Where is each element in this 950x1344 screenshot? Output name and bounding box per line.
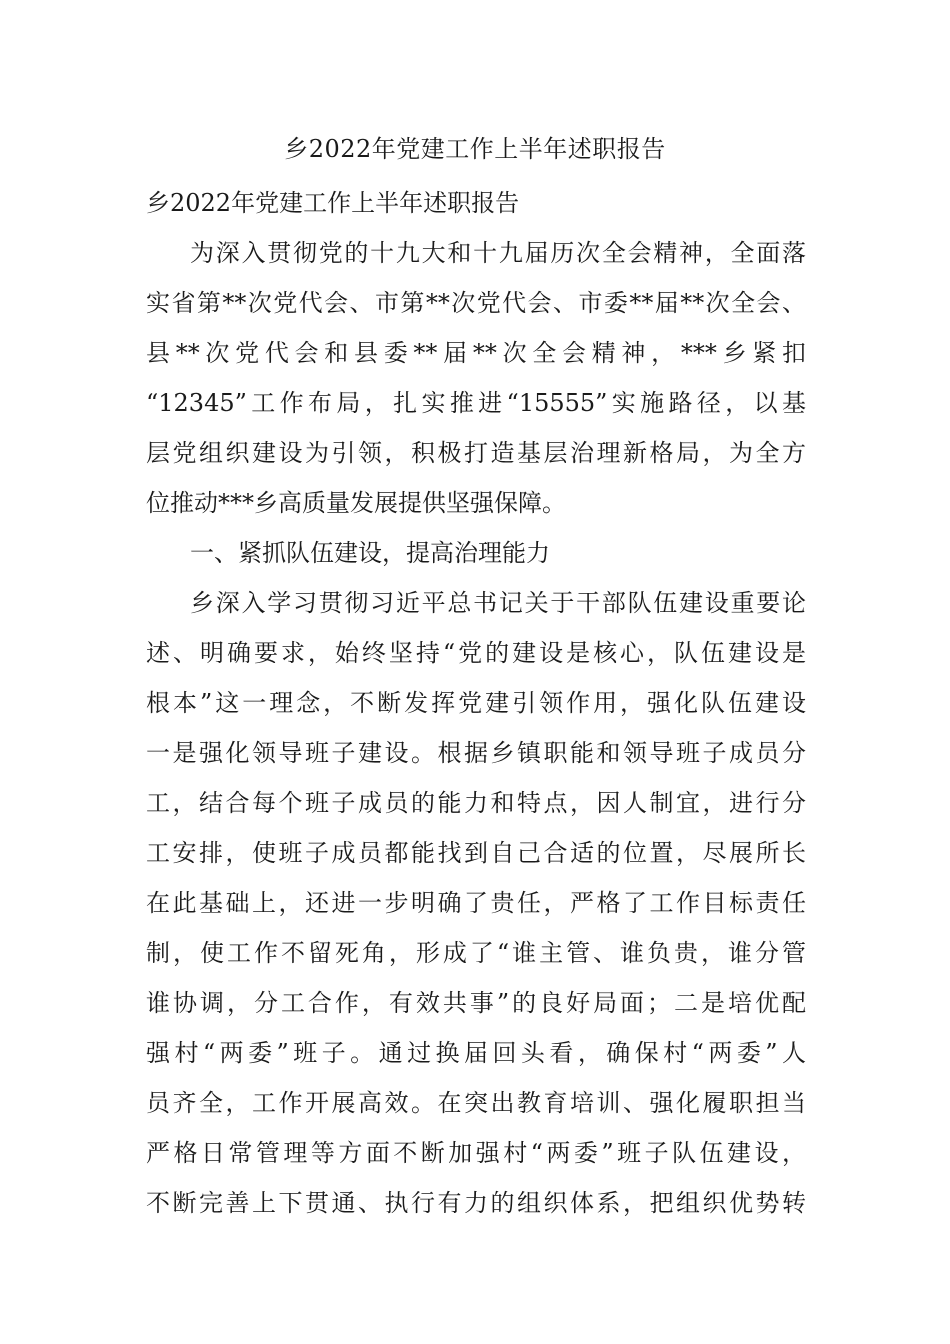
paragraph-line: 根本”这一理念，不断发挥党建引领作用，强化队伍建设	[146, 689, 806, 717]
paragraph-line: 强村“两委”班子。通过换届回头看，确保村“两委”人	[146, 1039, 806, 1067]
paragraph-line: 县**次党代会和县委**届**次全会精神，***乡紧扣	[146, 339, 806, 367]
paragraph-line: 实省第**次党代会、市第**次党代会、市委**届**次全会、	[146, 289, 806, 317]
paragraph-line: 员齐全，工作开展高效。在突出教育培训、强化履职担当	[146, 1089, 806, 1117]
paragraph-line: 为深入贯彻党的十九大和十九届历次全会精神，全面落	[190, 239, 806, 267]
paragraph-line: 工安排，使班子成员都能找到自己合适的位置，尽展所长	[146, 839, 806, 867]
paragraph-line: 层党组织建设为引领，积极打造基层治理新格局，为全方	[146, 439, 806, 467]
paragraph-line: 工，结合每个班子成员的能力和特点，因人制宜，进行分	[146, 789, 806, 817]
paragraph-line: 不断完善上下贯通、执行有力的组织体系，把组织优势转	[146, 1189, 806, 1217]
document-body	[146, 178, 806, 1228]
paragraph-line: 严格日常管理等方面不断加强村“两委”班子队伍建设，	[146, 1139, 806, 1167]
document-title: 乡2022年党建工作上半年述职报告	[284, 135, 666, 163]
section-heading: 一、紧抓队伍建设，提高治理能力	[190, 539, 550, 567]
paragraph-line: 乡深入学习贯彻习近平总书记关于干部队伍建设重要论	[190, 589, 806, 617]
paragraph-line: 在此基础上，还进一步明确了贵任，严格了工作目标责任	[146, 889, 806, 917]
subtitle-line: 乡2022年党建工作上半年述职报告	[146, 189, 520, 217]
paragraph-line: “12345”工作布局，扎实推进“15555”实施路径，以基	[146, 389, 806, 417]
paragraph-line: 谁协调，分工合作，有效共事”的良好局面；二是培优配	[146, 989, 806, 1017]
paragraph-line: 位推动***乡高质量发展提供坚强保障。	[146, 489, 566, 517]
paragraph-line: 一是强化领导班子建设。根据乡镇职能和领导班子成员分	[146, 739, 806, 767]
paragraph-line: 述、明确要求，始终坚持“党的建设是核心，队伍建设是	[146, 639, 806, 667]
paragraph-line: 制，使工作不留死角，形成了“谁主管、谁负贵，谁分管	[146, 939, 806, 967]
